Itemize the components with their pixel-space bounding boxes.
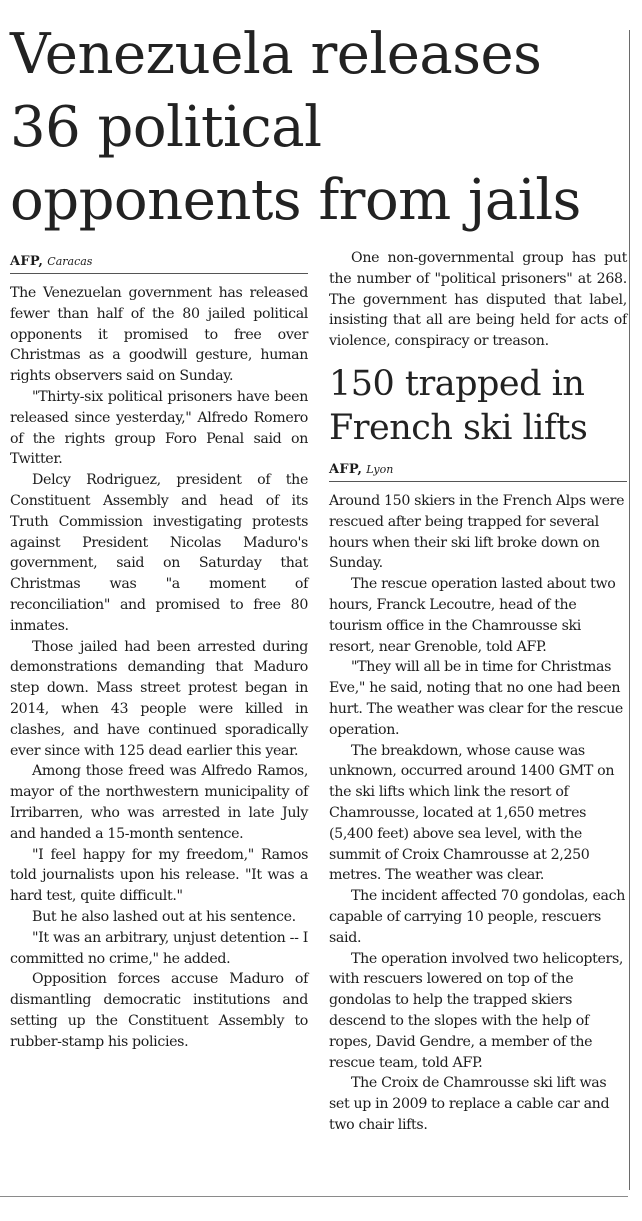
article2-paragraph: The breakdown, whose cause was unknown, occurred around 1400 GMT on the ski lifts which link the resort of Chamrousse, located at 1,650 metres (5,400 feet) above sea level, with the summit of Croix Chamrousse at 2,250 metres. The weather was clear.: [329, 742, 615, 884]
article1-paragraph: Those jailed had been arrested during demonstrations demanding that Maduro step down. Mass street protest began in 2014, when 43 people were killed in clashes, and have continued sporadically ever since with 125 dead earlier this year.: [10, 638, 308, 759]
article2-byline: [329, 462, 627, 482]
article2-paragraph: The operation involved two helicopters, with rescuers lowered on top of the gondolas to help the trapped skiers descend to the slopes with the help of ropes, David Gendre, a member of the rescue team, told AFP.: [329, 950, 624, 1071]
article1-paragraph: "I feel happy for my freedom," Ramos told journalists upon his release. "It was a hard test, quite difficult.": [10, 846, 308, 905]
column-divider-right: [629, 30, 630, 1190]
article2-paragraph: The rescue operation lasted about two hours, Franck Lecoutre, head of the tourism office in the Chamrousse ski resort, near Grenoble, told AFP.: [329, 576, 616, 655]
article-column-right: [329, 248, 627, 1136]
article2-byline-agency: AFP,: [329, 461, 363, 477]
article1-byline-agency: AFP,: [10, 254, 44, 269]
article1-body-continued: [329, 248, 627, 352]
article2-headline: 150 trapped in French ski lifts: [329, 363, 588, 448]
article2-paragraph: The Croix de Chamrousse ski lift was set up in 2009 to replace a cable car and two chair lifts.: [329, 1075, 610, 1133]
article1-paragraph: Among those freed was Alfredo Ramos, mayor of the northwestern municipality of Irribarren, who was arrested in late July and handed a 15-month sentence.: [10, 763, 308, 842]
article2-byline-city: Lyon: [366, 462, 394, 476]
article1-paragraph: Delcy Rodriguez, president of the Constituent Assembly and head of its Truth Commission investigating protests against President Nicolas Maduro's government, said on Saturday that Christmas was "a moment of reconciliation" and promised to free 80 inmates.: [10, 472, 308, 634]
article1-paragraph: One non-governmental group has put the number of "political prisoners" at 268. The government has disputed that label, insisting that all are being held for acts of violence, conspiracy or treason.: [329, 250, 627, 350]
article2-paragraph: "They will all be in time for Christmas Eve," he said, noting that no one had been hurt. The weather was clear for the rescue operation.: [329, 659, 623, 738]
article1-column-left: [10, 254, 308, 1052]
article1-body: [10, 283, 308, 1052]
article1-paragraph: Opposition forces accuse Maduro of dismantling democratic institutions and setting up the Constituent Assembly to rubber-stamp his policies.: [10, 971, 308, 1050]
article1-paragraph: "Thirty-six political prisoners have been released since yesterday," Alfredo Romero of the rights group Foro Penal said on Twitter.: [10, 388, 308, 468]
article1-headline: Venezuela releases 36 political opponents from jails: [10, 22, 581, 233]
article2-body: [329, 491, 627, 1136]
page-bottom-rule: [0, 1196, 628, 1197]
article1-byline-city: Caracas: [47, 255, 93, 268]
article1-paragraph: But he also lashed out at his sentence.: [32, 908, 296, 925]
article1-paragraph: "It was an arbitrary, unjust detention -- I committed no crime," he added.: [10, 929, 308, 967]
article2-paragraph: Around 150 skiers in the French Alps were rescued after being trapped for several hours when their ski lift broke down on Sunday.: [329, 492, 625, 572]
article2-paragraph: The incident affected 70 gondolas, each capable of carrying 10 people, rescuers said.: [329, 888, 626, 946]
article1-byline: [10, 254, 308, 274]
article1-paragraph: The Venezuelan government has released fewer than half of the 80 jailed political opponents it promised to free over Christmas as a goodwill gesture, human rights observers said on Sunday.: [10, 285, 308, 385]
